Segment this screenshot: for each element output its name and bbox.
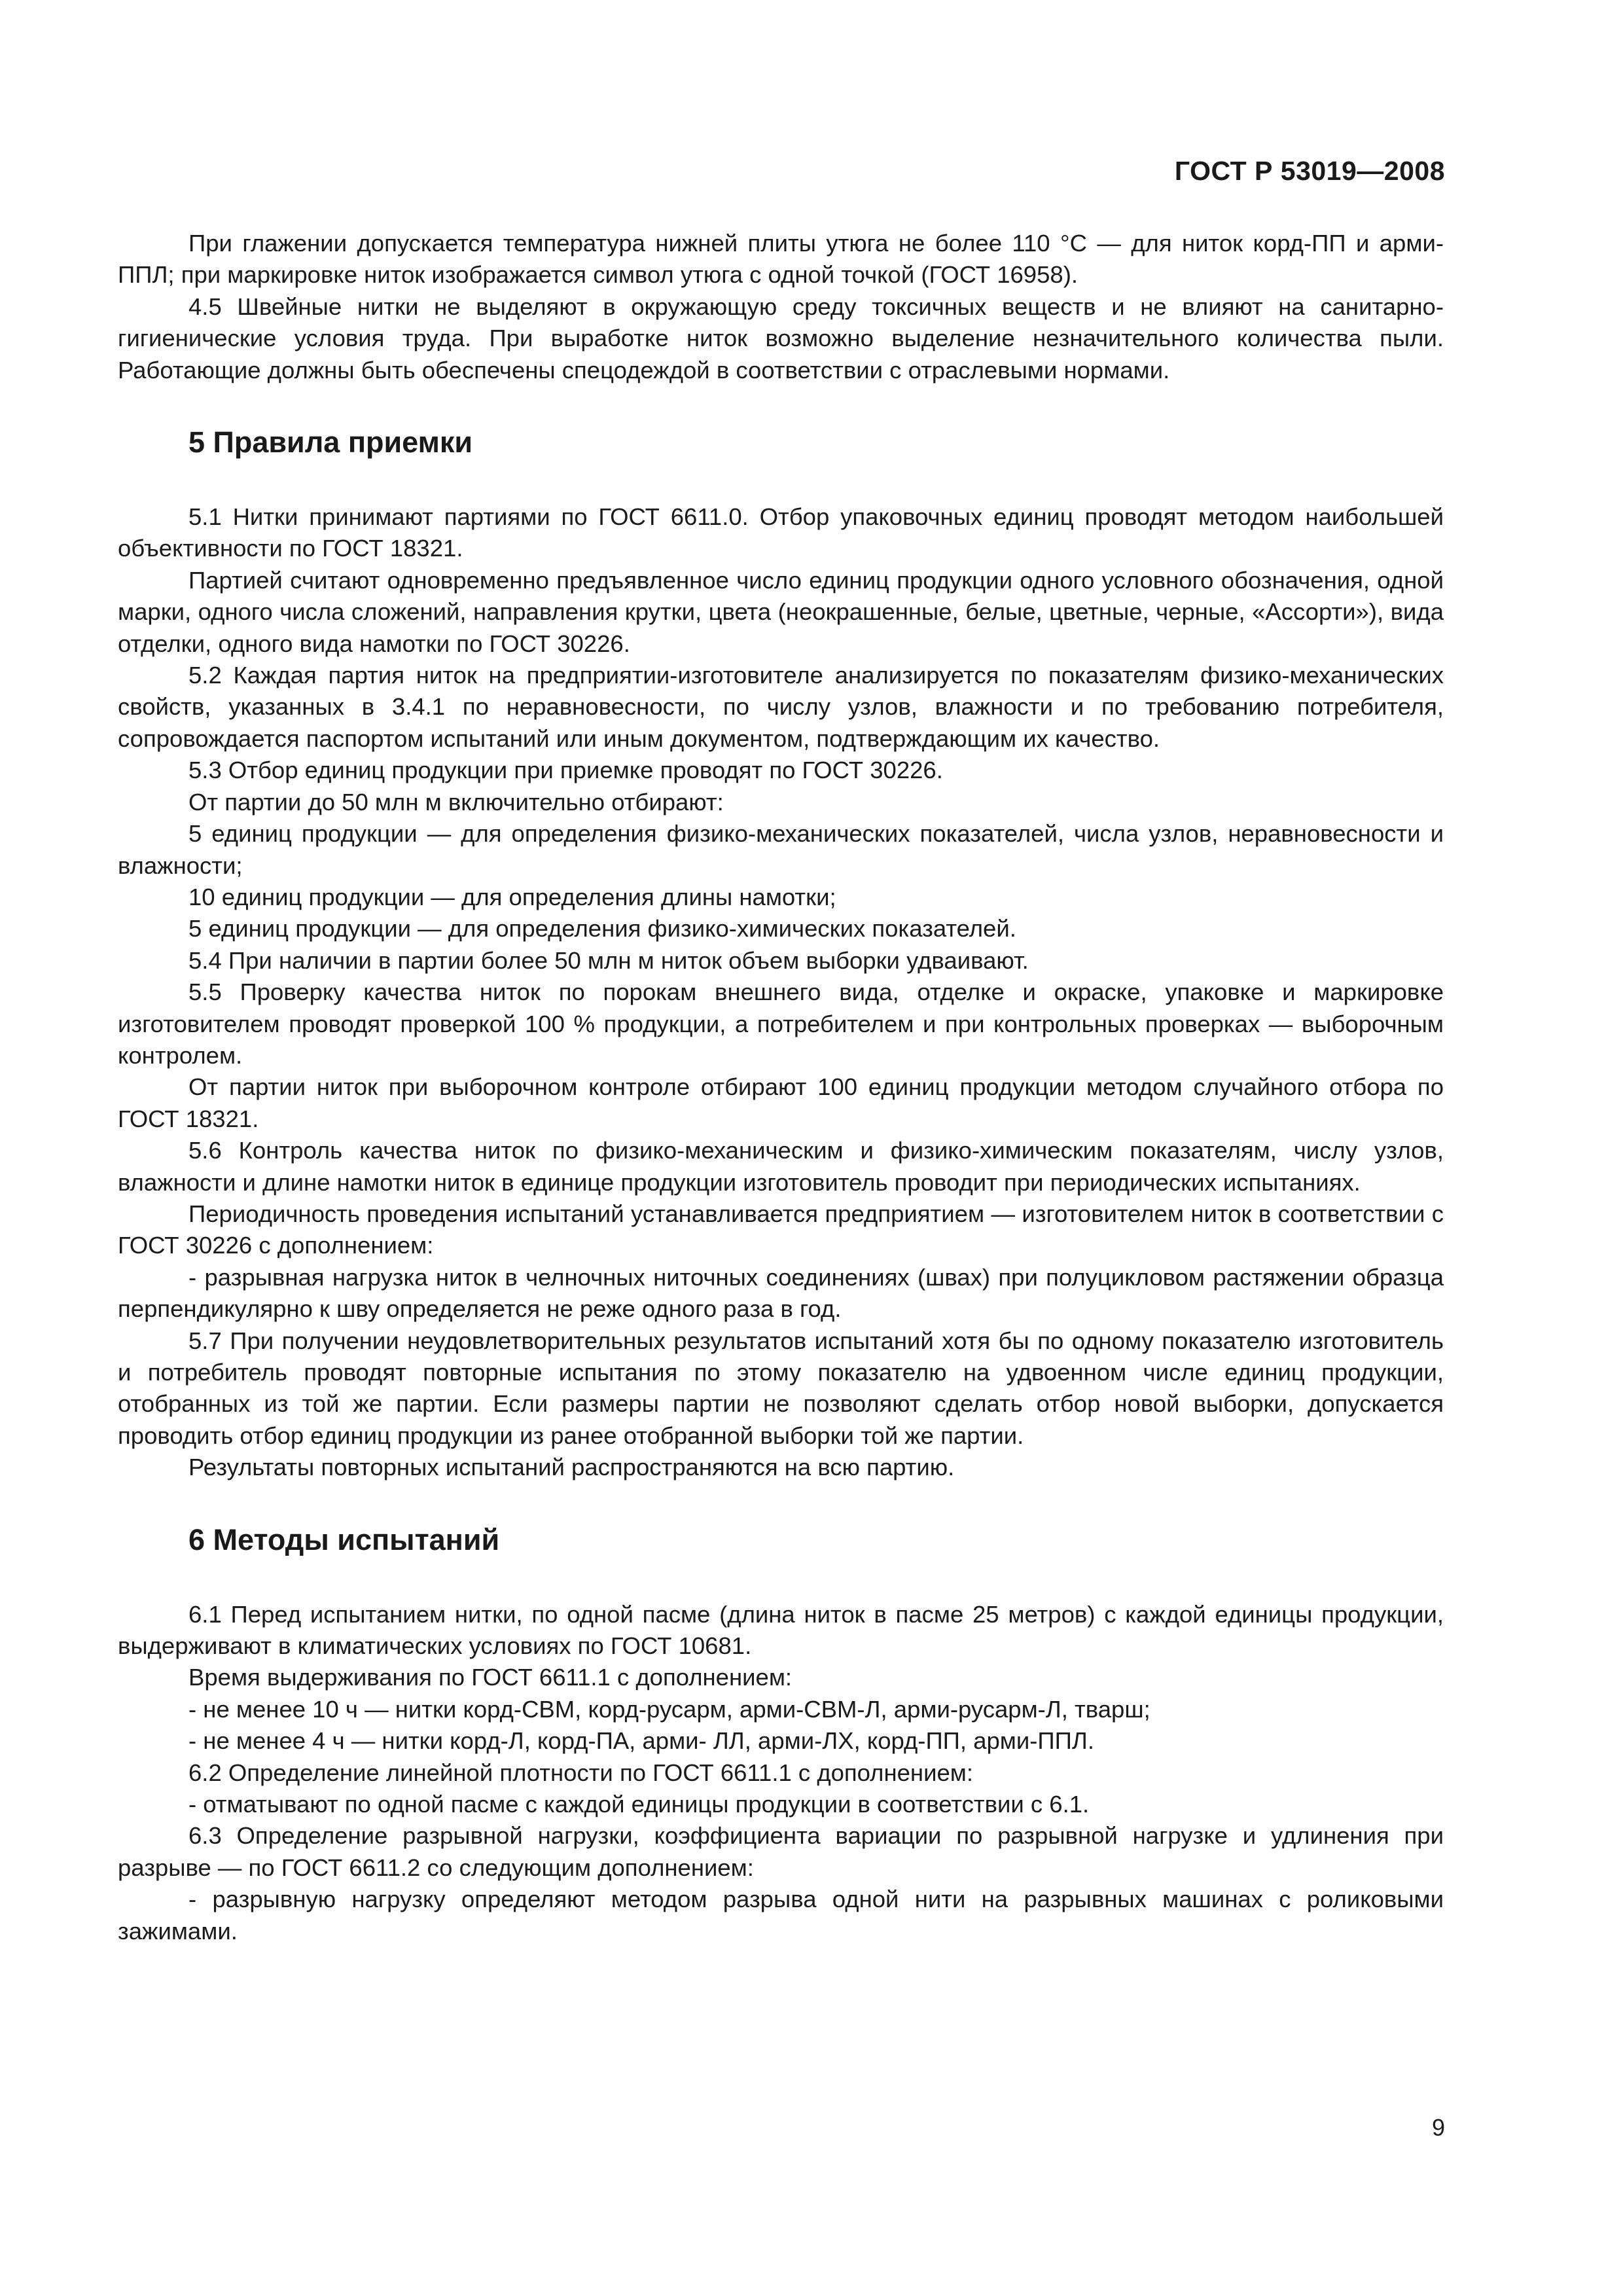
paragraph: 5.7 При получении неудовлетворительных результатов испытаний хотя бы по одному показателю изготовитель и потребитель проводят повторные испытания по этому показателю на удвоенном числе единиц продукции, отобранных из той же партии. Если размеры партии не позволяют сделать отбор новой выборки, допускается проводить отбор единиц продукции из ранее отобранной выборки той же партии. [118, 1327, 1444, 1449]
paragraph: 6.3 Определение разрывной нагрузки, коэффициента вариации по разрывной нагрузке и удлинения при разрыве — по ГОСТ 6611.2 со следующим дополнением: [118, 1822, 1444, 1881]
paragraph: Партией считают одновременно предъявленное число единиц продукции одного условного обозначения, одной марки, одного числа сложений, направления крутки, цвета (неокрашенные, белые, цветные, черные, «Ассорти»), вида отделки, одного вида намотки по ГОСТ 30226. [118, 566, 1444, 657]
list-item: - не менее 4 ч — нитки корд-Л, корд-ПА, арми- ЛЛ, арми-ЛХ, корд-ПП, арми-ППЛ. [188, 1727, 1094, 1755]
paragraph: 5 единиц продукции — для определения физико-механических показателей, числа узлов, неравновесности и влажности; [118, 820, 1444, 879]
list-item: - разрывную нагрузку определяют методом разрыва одной нити на разрывных машинах с роликовыми зажимами. [118, 1886, 1444, 1945]
list-item: - не менее 10 ч — нитки корд-СВМ, корд-русарм, арми-СВМ-Л, арми-русарм-Л, тварш; [188, 1695, 1150, 1723]
list-item: - разрывная нагрузка ниток в челночных ниточных соединениях (швах) при полуцикловом растяжении образца перпендикулярно к шву определяется не реже одного раза в год. [118, 1263, 1444, 1323]
paragraph: 5.4 При наличии в партии более 50 млн м ниток объем выборки удваивают. [188, 946, 1029, 974]
paragraph: 10 единиц продукции — для определения длины намотки; [188, 883, 836, 910]
section-heading: 6 Методы испытаний [188, 1522, 500, 1556]
paragraph: От партии ниток при выборочном контроле отбирают 100 единиц продукции методом случайного отбора по ГОСТ 18321. [118, 1073, 1444, 1132]
paragraph: 5.6 Контроль качества ниток по физико-механическим и физико-химическим показателям, числу узлов, влажности и длине намотки ниток в единице продукции изготовитель проводит при периодических испытаниях. [118, 1137, 1444, 1196]
paragraph: Периодичность проведения испытаний устанавливается предприятием — изготовителем ниток в соответствии с ГОСТ 30226 с дополнением: [118, 1200, 1444, 1259]
paragraph: При глажении допускается температура нижней плиты утюга не более 110 °С — для ниток корд-ПП и арми-ППЛ; при маркировке ниток изображается символ утюга с одной точкой (ГОСТ 16958). [118, 230, 1444, 289]
paragraph: 5.3 Отбор единиц продукции при приемке проводят по ГОСТ 30226. [188, 757, 943, 784]
paragraph: Время выдерживания по ГОСТ 6611.1 с дополнением: [188, 1664, 793, 1691]
paragraph: 5.2 Каждая партия ниток на предприятии-изготовителе анализируется по показателям физико-механических свойств, указанных в 3.4.1 по неравновесности, по числу узлов, влажности и по требованию потребителя, сопровождается паспортом испытаний или иным документом, подтверждающим их качество. [118, 662, 1444, 752]
document-body [118, 228, 1444, 1947]
paragraph: 4.5 Швейные нитки не выделяют в окружающую среду токсичных веществ и не влияют на санитарно-гигиенические условия труда. При выработке ниток возможно выделение незначительного количества пыли. Работающие должны быть обеспечены спецодеждой в соответствии с отраслевыми нормами. [118, 293, 1444, 384]
paragraph: Результаты повторных испытаний распространяются на всю партию. [188, 1454, 955, 1481]
section-heading: 5 Правила приемки [188, 425, 473, 459]
paragraph: От партии до 50 млн м включительно отбирают: [188, 788, 724, 816]
standard-header: ГОСТ Р 53019—2008 [1174, 156, 1445, 186]
paragraph: 6.2 Определение линейной плотности по ГОСТ 6611.1 с дополнением: [188, 1759, 974, 1786]
paragraph: 6.1 Перед испытанием нитки, по одной пасме (длина ниток в пасме 25 метров) с каждой единицы продукции, выдерживают в климатических условиях по ГОСТ 10681. [118, 1600, 1444, 1660]
list-item: - отматывают по одной пасме с каждой единицы продукции в соответствии с 6.1. [188, 1791, 1090, 1818]
paragraph: 5 единиц продукции — для определения физико-химических показателей. [188, 915, 1016, 942]
paragraph: 5.5 Проверку качества ниток по порокам внешнего вида, отделке и окраске, упаковке и маркировке изготовителем проводят проверкой 100 % продукции, а потребителем и при контрольных проверках — выборочным контролем. [118, 978, 1444, 1069]
page-number: 9 [1431, 2114, 1445, 2141]
paragraph: 5.1 Нитки принимают партиями по ГОСТ 6611.0. Отбор упаковочных единиц проводят методом наибольшей объективности по ГОСТ 18321. [118, 503, 1444, 562]
